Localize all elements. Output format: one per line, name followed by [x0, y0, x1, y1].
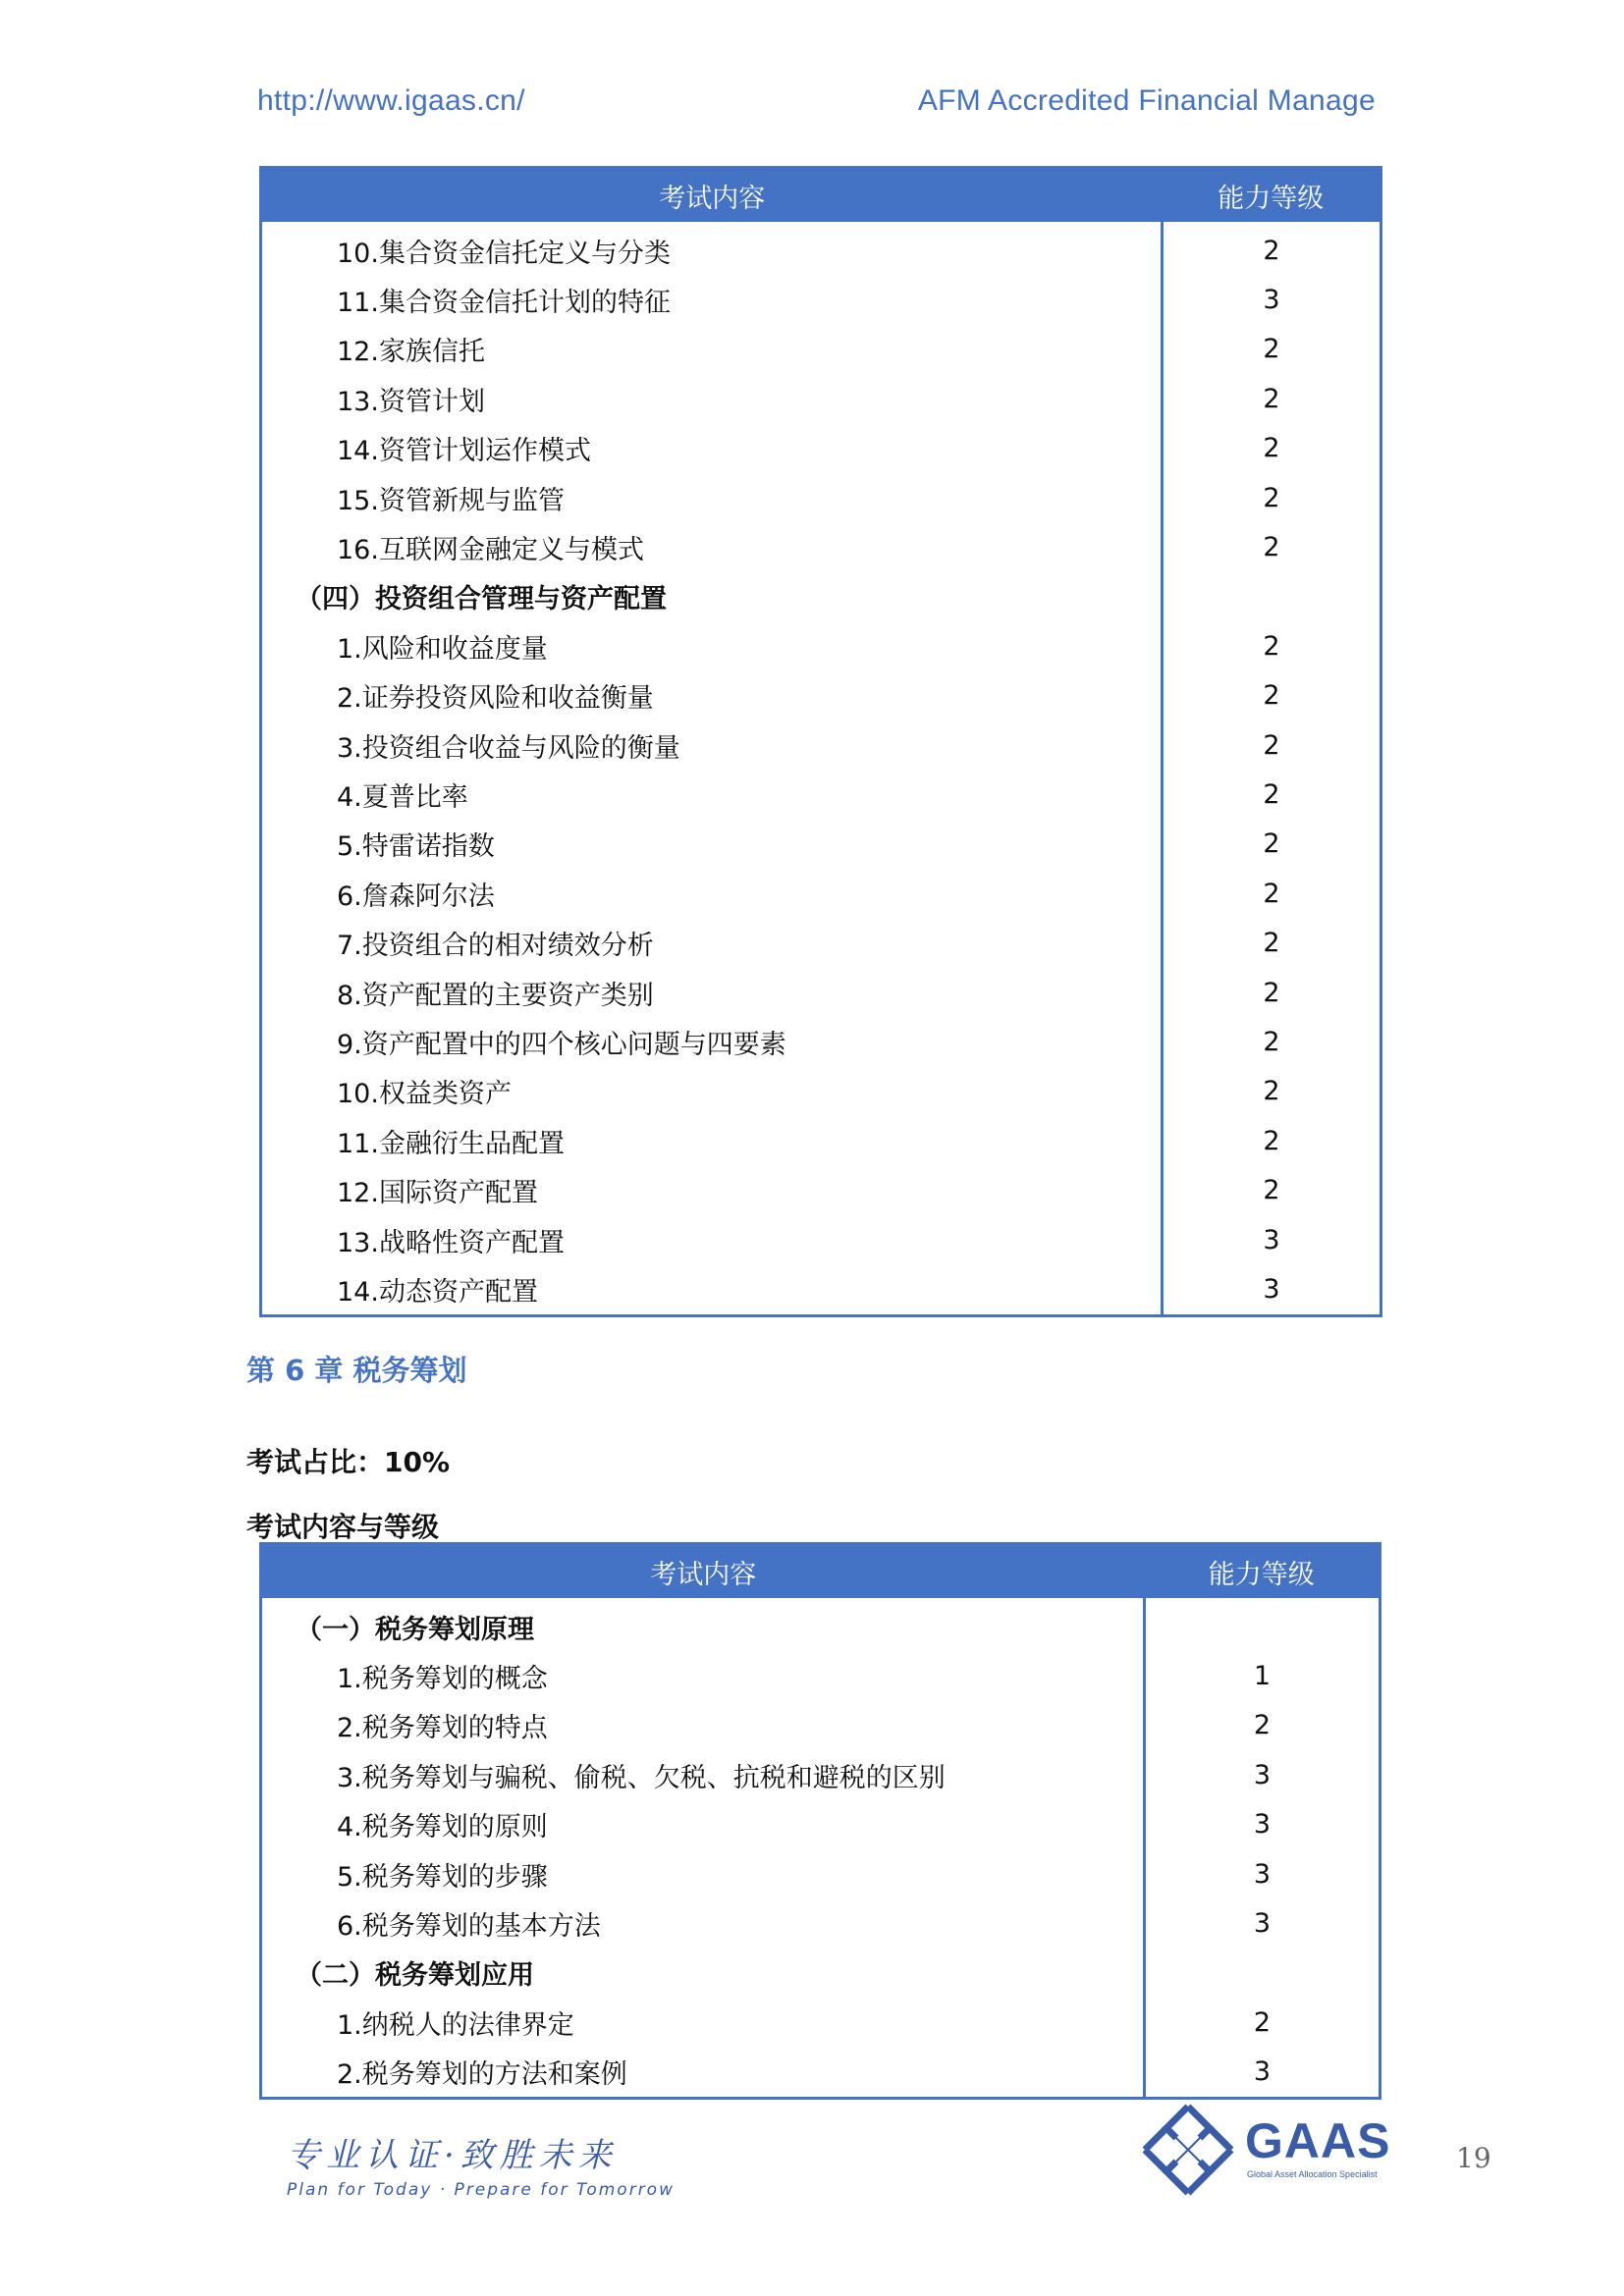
topic-text: 6.詹森阿尔法 [337, 881, 495, 912]
table-row [261, 424, 1381, 473]
table-row [261, 1067, 1381, 1116]
table-row [261, 374, 1381, 423]
table-row [261, 1165, 1381, 1214]
topic-text: 12.家族信托 [337, 337, 485, 368]
table-row [261, 671, 1381, 721]
topic-text: 14.资管计划运作模式 [337, 436, 591, 467]
table-row [261, 2048, 1380, 2099]
table-body [261, 1598, 1380, 2098]
topic-text: 8.资产配置的主要资产类别 [337, 980, 654, 1011]
ability-level: 2 [1163, 621, 1381, 670]
ability-level: 2 [1163, 222, 1381, 275]
ability-level: 2 [1163, 671, 1381, 721]
table-row [261, 522, 1381, 571]
topic-text: 2.税务筹划的方法和案例 [337, 2059, 627, 2091]
slogan-english: Plan for Today · Prepare for Tomorrow [287, 2180, 675, 2200]
table-header-row [261, 168, 1381, 223]
gaas-logo-icon [1141, 2103, 1235, 2197]
table-row [261, 918, 1381, 967]
table-row [261, 222, 1381, 275]
ability-level [1163, 572, 1381, 621]
topic-text: 5.税务筹划的步骤 [337, 1861, 548, 1893]
ability-level: 2 [1163, 473, 1381, 522]
topic-text: 4.夏普比率 [337, 781, 468, 813]
header-url[interactable]: http://www.igaas.cn/ [257, 84, 525, 117]
ability-level: 1 [1145, 1651, 1380, 1700]
table-row [261, 1264, 1381, 1315]
section-heading: （二）税务筹划应用 [296, 1960, 534, 1992]
topic-text: 1.风险和收益度量 [337, 633, 548, 665]
chapter-title: 第 6 章 税务筹划 [246, 1354, 467, 1387]
ability-level: 3 [1163, 1264, 1381, 1315]
ability-level: 3 [1163, 275, 1381, 324]
topic-text: 1.税务筹划的概念 [337, 1664, 548, 1695]
topic-text: 11.金融衍生品配置 [337, 1128, 565, 1159]
ability-level [1145, 1598, 1380, 1651]
topic-text: 2.证券投资风险和收益衡量 [337, 683, 654, 715]
topic-text: 10.权益类资产 [337, 1079, 512, 1110]
table-row [261, 1898, 1380, 1948]
ability-level: 2 [1163, 968, 1381, 1017]
topic-text: 15.资管新规与监管 [337, 485, 565, 516]
section-row [261, 1949, 1380, 1998]
table-row [261, 770, 1381, 819]
ability-level: 2 [1163, 869, 1381, 918]
column-header-level: 能力等级 [1145, 1544, 1380, 1599]
topic-text: 2.税务筹划的特点 [337, 1713, 548, 1744]
logo-subtext: Global Asset Allocation Specialist [1247, 2169, 1378, 2179]
column-header-level: 能力等级 [1163, 168, 1381, 223]
ability-level: 2 [1163, 522, 1381, 571]
topic-text: 9.资产配置中的四个核心问题与四要素 [337, 1029, 786, 1060]
table-row [261, 1116, 1381, 1165]
section-row [261, 572, 1381, 621]
topic-text: 11.集合资金信托计划的特征 [337, 288, 671, 319]
ability-level: 3 [1145, 1750, 1380, 1799]
table-body [261, 222, 1381, 1315]
topic-text: 13.资管计划 [337, 386, 485, 417]
syllabus-table-continued [259, 166, 1382, 1317]
ability-level: 2 [1163, 770, 1381, 819]
ability-level: 2 [1163, 918, 1381, 967]
ability-level: 3 [1145, 1800, 1380, 1849]
header-title: AFM Accredited Financial Manage [917, 84, 1376, 117]
ability-level: 3 [1145, 1898, 1380, 1948]
table-row [261, 325, 1381, 374]
table-row [261, 1701, 1380, 1750]
topic-text: 7.投资组合的相对绩效分析 [337, 931, 654, 962]
ability-level: 2 [1163, 1165, 1381, 1214]
topic-text: 10.集合资金信托定义与分类 [337, 238, 671, 269]
topic-text: 1.纳税人的法律界定 [337, 2009, 574, 2041]
ability-level: 2 [1145, 1998, 1380, 2047]
table-row [261, 1017, 1381, 1066]
table-row [261, 275, 1381, 324]
section-subtitle: 考试内容与等级 [246, 1511, 440, 1543]
footer-slogan [287, 2128, 675, 2200]
topic-text: 3.税务筹划与骗税、偷税、欠税、抗税和避税的区别 [337, 1762, 946, 1793]
ability-level: 2 [1163, 325, 1381, 374]
slogan-chinese: 专业认证·致胜未来 [287, 2136, 618, 2175]
ability-level: 2 [1163, 721, 1381, 770]
ability-level: 2 [1163, 1067, 1381, 1116]
topic-text: 16.互联网金融定义与模式 [337, 535, 644, 566]
page-number: 19 [1456, 2142, 1491, 2174]
syllabus-table-tax-planning [259, 1542, 1381, 2100]
ability-level: 3 [1145, 1849, 1380, 1898]
column-header-content: 考试内容 [261, 1544, 1145, 1599]
table-row [261, 1215, 1381, 1264]
ability-level: 3 [1145, 2048, 1380, 2099]
section-heading: （四）投资组合管理与资产配置 [296, 584, 667, 615]
table-row [261, 1998, 1380, 2047]
ability-level: 2 [1163, 424, 1381, 473]
topic-text: 4.税务筹划的原则 [337, 1812, 548, 1843]
table-row [261, 621, 1381, 670]
table-row [261, 968, 1381, 1017]
section-heading: （一）税务筹划原理 [296, 1614, 534, 1645]
topic-text: 12.国际资产配置 [337, 1178, 538, 1209]
logo-wordmark: GAAS [1245, 2113, 1391, 2168]
table-row [261, 1750, 1380, 1799]
ability-level: 2 [1163, 820, 1381, 869]
exam-ratio: 考试占比：10% [246, 1446, 451, 1478]
topic-text: 13.战略性资产配置 [337, 1227, 565, 1258]
table-row [261, 820, 1381, 869]
ability-level [1145, 1949, 1380, 1998]
ability-level: 2 [1145, 1701, 1380, 1750]
ability-level: 2 [1163, 374, 1381, 423]
topic-text: 3.投资组合收益与风险的衡量 [337, 732, 680, 764]
table-row [261, 1849, 1380, 1898]
topic-text: 6.税务筹划的基本方法 [337, 1911, 601, 1943]
gaas-logo [1141, 2103, 1396, 2199]
ability-level: 2 [1163, 1017, 1381, 1066]
table-row [261, 1651, 1380, 1700]
table-row [261, 869, 1381, 918]
table-header-row [261, 1544, 1380, 1599]
section-row [261, 1598, 1380, 1651]
table-row [261, 473, 1381, 522]
ability-level: 2 [1163, 1116, 1381, 1165]
ability-level: 3 [1163, 1215, 1381, 1264]
table-row [261, 721, 1381, 770]
table-row [261, 1800, 1380, 1849]
topic-text: 14.动态资产配置 [337, 1276, 538, 1308]
topic-text: 5.特雷诺指数 [337, 831, 495, 863]
column-header-content: 考试内容 [261, 168, 1163, 223]
